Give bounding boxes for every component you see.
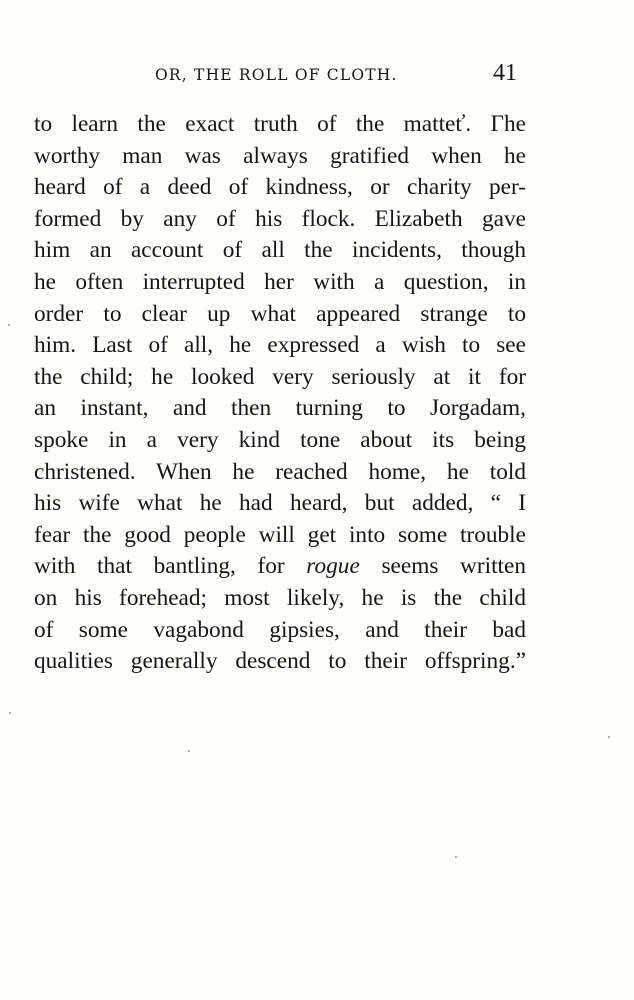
paper-speck <box>455 856 457 858</box>
text-line: formed by any of his flock. Elizabeth gave <box>34 205 526 232</box>
text-line-with-italic <box>34 551 526 583</box>
paper-speck <box>8 324 10 326</box>
text-line: christened. When he reached home, he told <box>34 458 526 485</box>
text-line: order to clear up what appeared strange to <box>34 300 526 327</box>
text-line: on his forehead; most likely, he is the child <box>34 584 526 611</box>
text-line: heard of a deed of kindness, or charity per- <box>34 174 526 201</box>
text-line: him an account of all the incidents, though <box>34 237 526 264</box>
page-number: 41 <box>493 60 517 86</box>
body-paragraph <box>34 109 526 678</box>
text-line: worthy man was always gratified when he <box>34 142 526 169</box>
text-line: an instant, and then turning to Jorgadam, <box>34 395 526 422</box>
text-line: to learn the exact truth of the matteť. Γhe <box>34 111 526 137</box>
text-segment: with that bantling, for <box>34 553 285 580</box>
paper-speck <box>188 750 190 752</box>
text-line: fear the good people will get into some trouble <box>34 521 526 548</box>
text-line: qualities generally descend to their offspring.” <box>34 648 526 675</box>
text-line: spoke in a very kind tone about its being <box>34 426 526 453</box>
text-line: the child; he looked very seriously at it for <box>34 363 526 390</box>
text-segment: seems written <box>381 553 527 580</box>
text-line: of some vagabond gipsies, and their bad <box>34 616 526 643</box>
text-line: he often interrupted her with a question, in <box>34 268 526 295</box>
italic-word: rogue <box>306 553 360 580</box>
running-head <box>0 62 634 90</box>
text-line: his wife what he had heard, but added, “ I <box>34 490 526 517</box>
paper-speck <box>608 736 610 738</box>
running-head-title: OR, THE ROLL OF CLOTH. <box>155 66 398 84</box>
paper-speck <box>9 712 11 714</box>
text-line: him. Last of all, he expressed a wish to see <box>34 332 526 359</box>
